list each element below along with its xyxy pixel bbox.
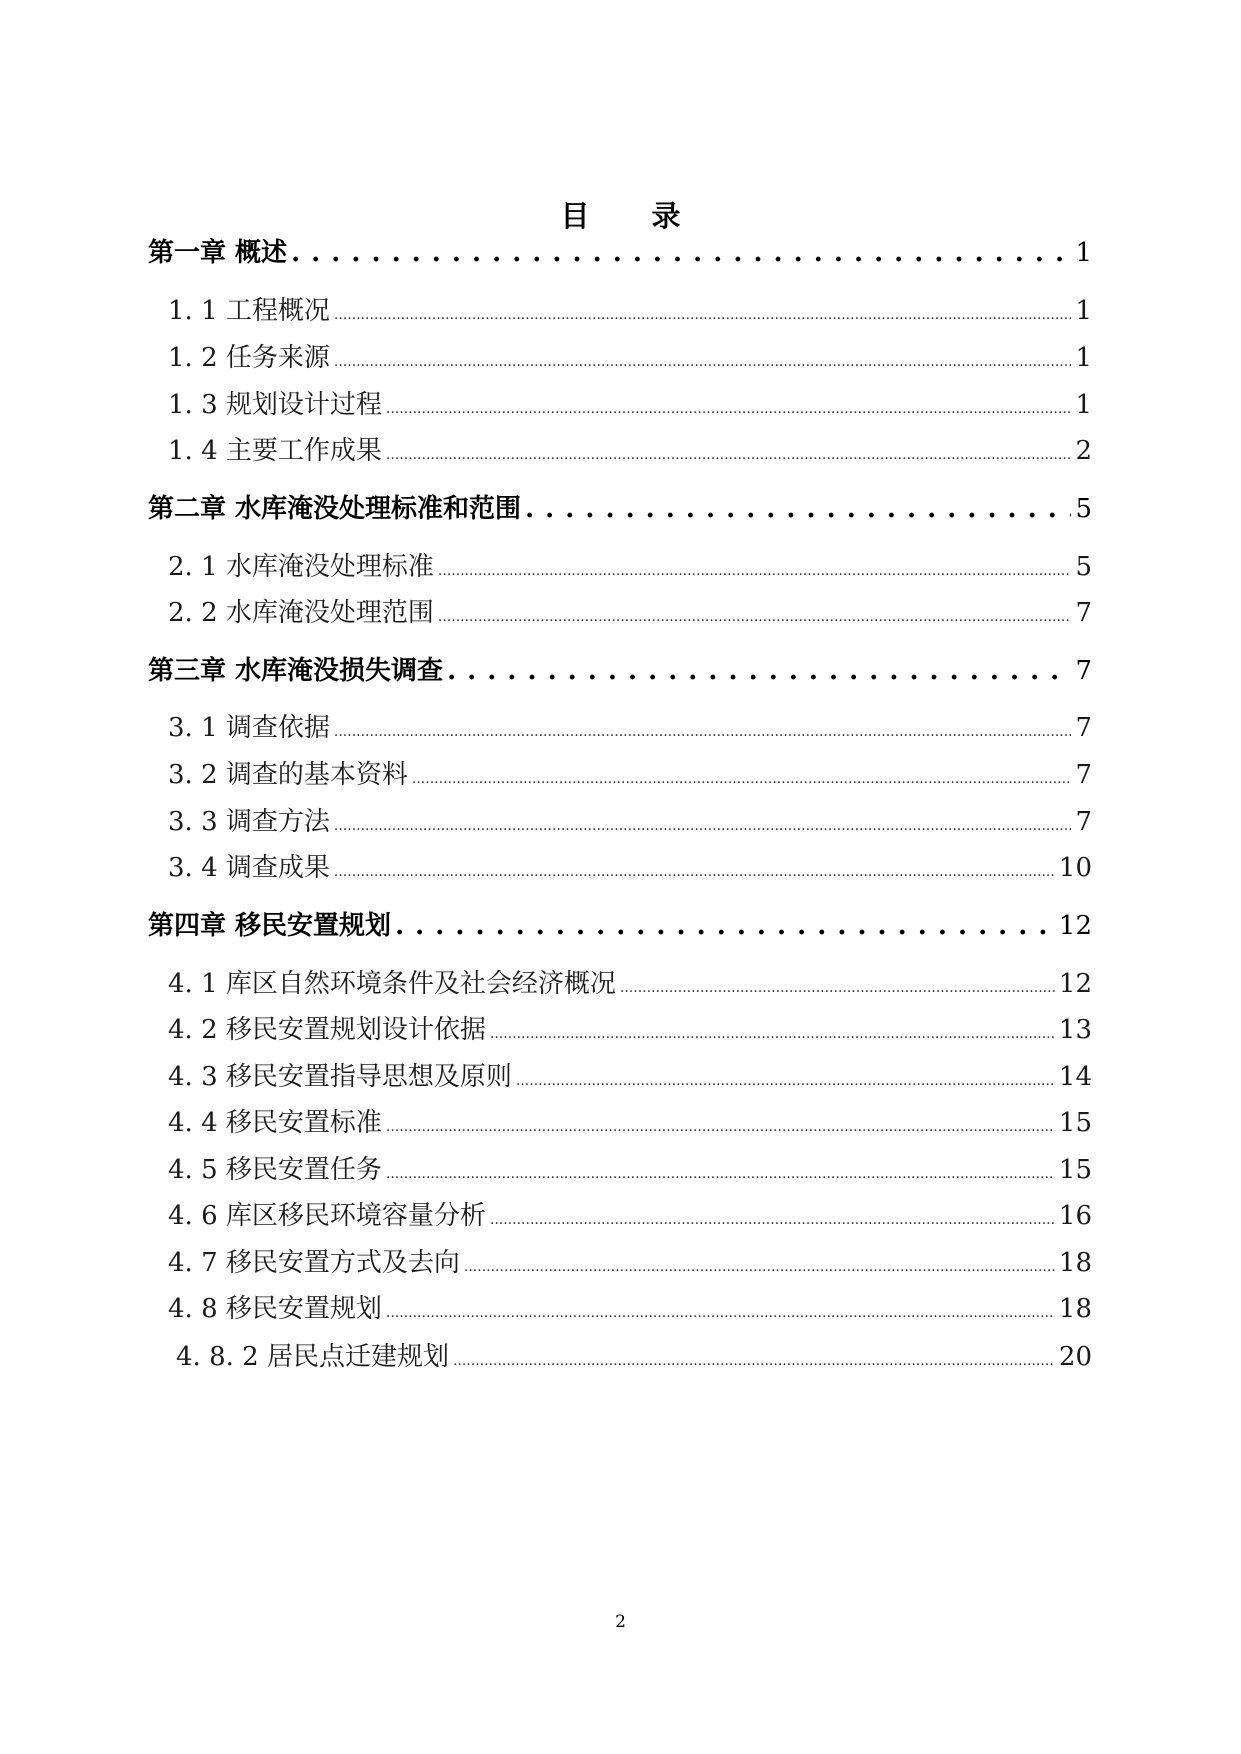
dot-leader [386, 434, 1072, 472]
toc-entry-section-4-5[interactable] [168, 1153, 1092, 1191]
toc-entry-page: 18 [1058, 1248, 1092, 1278]
toc-entry-page: 1 [1075, 296, 1092, 326]
toc-entry-subsection-4-8-2[interactable] [176, 1340, 1092, 1378]
toc-entry-section-3-2[interactable] [168, 758, 1092, 796]
toc-entry-section-4-4[interactable] [168, 1106, 1092, 1144]
toc-entry-page: 15 [1058, 1108, 1092, 1138]
toc-entry-page: 1 [1075, 238, 1092, 268]
dot-leader [386, 1292, 1055, 1330]
toc-entry-page: 7 [1075, 760, 1092, 790]
toc-entry-page: 1 [1075, 390, 1092, 420]
toc-entry-section-1-2[interactable] [168, 341, 1092, 379]
dot-leader [386, 1106, 1055, 1144]
toc-entry-label: 第二章 水库淹没处理标准和范围 [148, 494, 522, 524]
toc-entry-section-1-4[interactable] [168, 434, 1092, 472]
toc-entry-label: 4. 3 移民安置指导思想及原则 [168, 1062, 512, 1092]
toc-entry-label: 4. 5 移民安置任务 [168, 1155, 382, 1185]
dot-leader [516, 1060, 1055, 1098]
dot-leader [490, 1199, 1055, 1237]
dot-leader [386, 388, 1072, 426]
toc-entry-page: 7 [1075, 807, 1092, 837]
toc-entry-label: 4. 4 移民安置标准 [168, 1108, 382, 1138]
toc-entry-chapter-3[interactable] [148, 654, 1092, 688]
dot-leader [395, 909, 1055, 943]
toc-entry-label: 3. 4 调查成果 [168, 853, 330, 883]
toc-entry-chapter-4[interactable] [148, 909, 1092, 943]
dot-leader [386, 1153, 1055, 1191]
dot-leader [412, 758, 1072, 796]
toc-entry-label: 3. 2 调查的基本资料 [168, 760, 408, 790]
toc-entry-section-1-1[interactable] [168, 294, 1092, 332]
dot-leader [334, 294, 1072, 332]
toc-entry-label: 4. 8. 2 居民点迁建规划 [176, 1342, 449, 1372]
toc-entry-label: 1. 3 规划设计过程 [168, 390, 382, 420]
toc-entry-label: 1. 1 工程概况 [168, 296, 330, 326]
toc-entry-section-1-3[interactable] [168, 388, 1092, 426]
toc-entry-label: 第一章 概述 [148, 238, 288, 268]
toc-entry-section-4-1[interactable] [168, 967, 1092, 1005]
toc-entry-label: 第三章 水库淹没损失调查 [148, 656, 444, 686]
toc-entry-page: 15 [1058, 1155, 1092, 1185]
toc-entry-chapter-2[interactable] [148, 492, 1092, 526]
toc-entry-page: 13 [1058, 1015, 1092, 1045]
toc-entry-page: 7 [1075, 713, 1092, 743]
dot-leader [620, 967, 1055, 1005]
page-number: 2 [615, 1612, 626, 1632]
dot-leader [291, 236, 1071, 270]
toc-entry-label: 第四章 移民安置规划 [148, 911, 392, 941]
dot-leader [438, 550, 1072, 588]
dot-leader [525, 492, 1071, 526]
dot-leader [453, 1340, 1055, 1378]
toc-entry-label: 2. 1 水库淹没处理标准 [168, 552, 434, 582]
toc-entry-page: 12 [1058, 969, 1092, 999]
toc-title: 目 录 [560, 199, 707, 233]
toc-entry-label: 2. 2 水库淹没处理范围 [168, 598, 434, 628]
toc-entry-section-3-3[interactable] [168, 805, 1092, 843]
toc-entry-label: 4. 8 移民安置规划 [168, 1294, 382, 1324]
toc-entry-page: 16 [1058, 1201, 1092, 1231]
dot-leader [334, 341, 1072, 379]
toc-entry-label: 3. 1 调查依据 [168, 713, 330, 743]
toc-entry-page: 7 [1075, 656, 1092, 686]
dot-leader [438, 596, 1072, 634]
dot-leader [464, 1246, 1055, 1284]
toc-entry-label: 1. 4 主要工作成果 [168, 436, 382, 466]
toc-entry-section-4-3[interactable] [168, 1060, 1092, 1098]
toc-entry-page: 2 [1075, 436, 1092, 466]
toc-entry-chapter-1[interactable] [148, 236, 1092, 270]
toc-entry-page: 5 [1075, 494, 1092, 524]
toc-entry-section-2-2[interactable] [168, 596, 1092, 634]
toc-entry-page: 18 [1058, 1294, 1092, 1324]
toc-entry-label: 4. 7 移民安置方式及去向 [168, 1248, 460, 1278]
toc-entry-label: 3. 3 调查方法 [168, 807, 330, 837]
toc-entry-label: 1. 2 任务来源 [168, 343, 330, 373]
toc-entry-label: 4. 2 移民安置规划设计依据 [168, 1015, 486, 1045]
toc-entry-page: 12 [1058, 911, 1092, 941]
toc-entry-section-4-7[interactable] [168, 1246, 1092, 1284]
toc-entry-section-3-1[interactable] [168, 711, 1092, 749]
toc-entry-label: 4. 6 库区移民环境容量分析 [168, 1201, 486, 1231]
toc-entry-section-4-2[interactable] [168, 1013, 1092, 1051]
toc-entry-page: 20 [1058, 1342, 1092, 1372]
toc-entry-section-3-4[interactable] [168, 851, 1092, 889]
dot-leader [334, 851, 1055, 889]
toc-entry-page: 1 [1075, 343, 1092, 373]
dot-leader [334, 805, 1072, 843]
toc-entry-section-4-6[interactable] [168, 1199, 1092, 1237]
toc-entry-page: 10 [1058, 853, 1092, 883]
toc-entry-section-2-1[interactable] [168, 550, 1092, 588]
toc-entry-page: 7 [1075, 598, 1092, 628]
dot-leader [490, 1013, 1055, 1051]
dot-leader [334, 711, 1072, 749]
toc-entry-page: 14 [1058, 1062, 1092, 1092]
toc-entry-page: 5 [1075, 552, 1092, 582]
dot-leader [447, 654, 1071, 688]
toc-entry-section-4-8[interactable] [168, 1292, 1092, 1330]
toc-entry-label: 4. 1 库区自然环境条件及社会经济概况 [168, 969, 616, 999]
